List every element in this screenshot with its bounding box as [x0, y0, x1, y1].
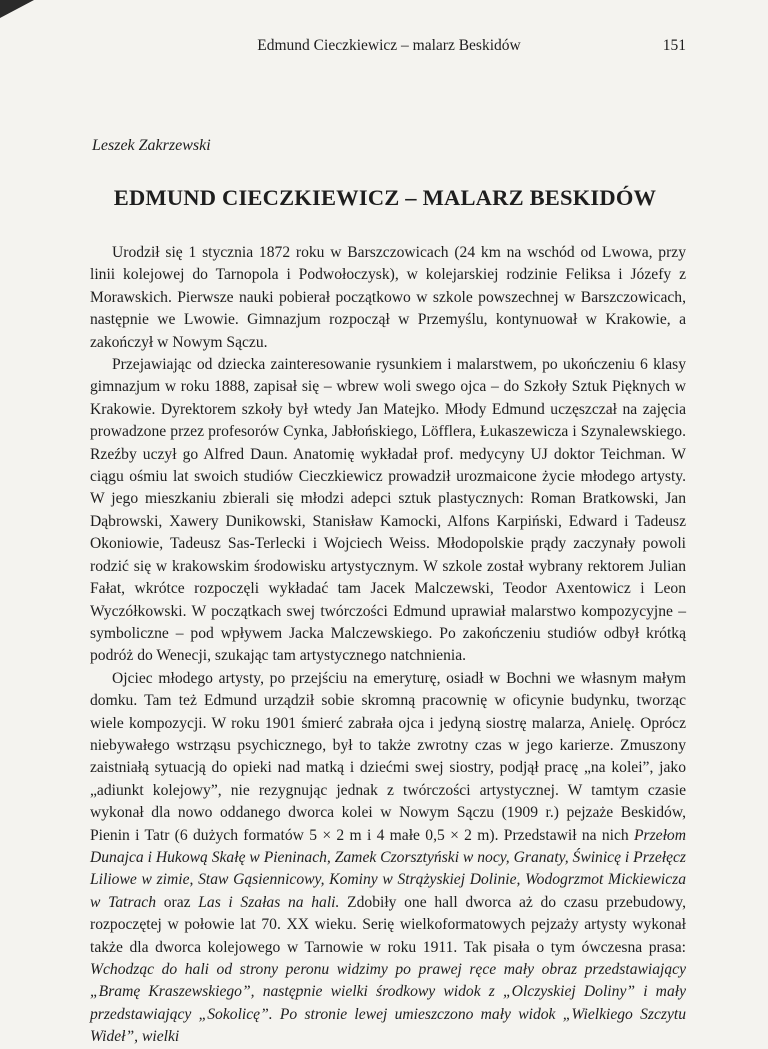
author-name: Leszek Zakrzewski — [92, 137, 211, 154]
text-run: oraz — [156, 893, 199, 911]
text-run: Ojciec młodego artysty, po przejściu na emeryturę, osiadł w Bochni we własnym małym domku. Tam też Edmund urządził sobie skromną pracownię w oficynie budynku, tworząc wiele kompozycji. W roku 1901 śmierć zabrała ojca i jedyną siostrę malarza, Anielę. Oprócz niebywałego wstrząsu psychicznego, był to także zwrotny czas w jego karierze. Zmuszony zaistniałą sytuacją do opieki nad matką i dziećmi swej siostry, podjął pracę „na kolei”, jako „adiunkt kolejowy”, nie rezygnując jednak z twórczości artystycznej. W tamtym czasie wykonał dla nowo oddanego dworca kolei w Nowym Sączu (1909 r.) pejzaże Beskidów, Pienin i Tatr (6 dużych formatów 5 × 2 m i 4 małe 0,5 × 2 m). Przedstawił na nich — [90, 669, 686, 844]
body-paragraph — [90, 354, 686, 668]
text-run: Urodził się 1 stycznia 1872 roku w Barszczowicach (24 km na wschód od Lwowa, przy linii kolejowej do Tarnopola i Podwołoczysk), w kolejarskiej rodzinie Feliksa i Józefy z Morawskich. Pierwsze nauki pobierał początkowo w szkole powszechnej w Barszczowicach, następnie we Lwowie. Gimnazjum rozpoczął w Przemyślu, kontynuował w Krakowie, a zakończył w Nowym Sączu. — [90, 244, 686, 351]
running-title: Edmund Cieczkiewicz – malarz Beskidów — [257, 37, 521, 54]
page-number: 151 — [662, 37, 686, 54]
text-run: Zdobiły one hall dworca aż do czasu przebudowy, rozpoczętej w połowie lat 70. XX wieku. Serię wielkoformatowych pejzaży artysty wykonał także dla dworca kolejowego w Tarnowie w roku 1911. Tak pisała o tym ówczesna prasa: — [90, 893, 686, 956]
article-body — [90, 242, 686, 1049]
italic-run: Przełom Dunajca i Hukową Skałę w Pieninach, Zamek Czorsztyński w nocy, Granaty, Świnicę i Przełęcz Liliowe w zimie, Staw Gąsiennicowy, Kominy w Strążyskiej Dolinie, Wodogrzmot Mickiewicza w Tatrach — [90, 826, 686, 911]
italic-run: Las i Szałas na hali. — [198, 893, 340, 911]
running-header — [92, 36, 686, 56]
body-paragraph — [90, 242, 686, 354]
italic-run: Wchodząc do hali od strony peronu widzimy po prawej ręce mały obraz przedstawiający „Bramę Kraszewskiego”, następnie wielki środkowy widok z „Olczyskiej Doliny” i mały przedstawiający „Sokolicę”. Po stronie lewej umieszczono mały widok „Wielkiego Szczytu Wideł”, wielki — [90, 961, 686, 1046]
text-run: Przejawiając od dziecka zainteresowanie rysunkiem i malarstwem, po ukończeniu 6 klasy gimnazjum w roku 1888, zapisał się – wbrew woli swego ojca – do Szkoły Sztuk Pięknych w Krakowie. Dyrektorem szkoły był wtedy Jan Matejko. Młody Edmund uczęszczał na zajęcia prowadzone przez profesorów Cynka, Jabłońskiego, Löfflera, Łukaszewicza i Szynalewskiego. Rzeźby uczył go Alfred Daun. Anatomię wykładał prof. medycyny UJ doktor Teichman. W ciągu ośmiu lat swoich studiów Cieczkiewicz prowadził urozmaicone życie młodego artysty. W jego mieszkaniu zbierali się młodzi adepci sztuk plastycznych: Roman Bratkowski, Jan Dąbrowski, Xawery Dunikowski, Stanisław Kamocki, Alfons Karpiński, Edward i Tadeusz Okoniowie, Tadeusz Sas-Terlecki i Wojciech Weiss. Młodopolskie prądy zaczynały powoli rodzić się w krakowskim środowisku artystycznym. W szkole został wybrany rektorem Julian Fałat, wkrótce rozpoczęli wykładać tam Jacek Malczewski, Teodor Axentowicz i Leon Wyczółkowski. W początkach swej twórczości Edmund uprawiał malarstwo kompozycyjne – symboliczne – pod wpływem Jacka Malczewskiego. Po zakończeniu studiów odbył krótką podróż do Wenecji, szukając tam artystycznego natchnienia. — [90, 356, 686, 665]
body-paragraph — [90, 668, 686, 1049]
article-title: EDMUND CIECZKIEWICZ – MALARZ BESKIDÓW — [113, 185, 657, 210]
page-corner-mark — [0, 0, 34, 18]
